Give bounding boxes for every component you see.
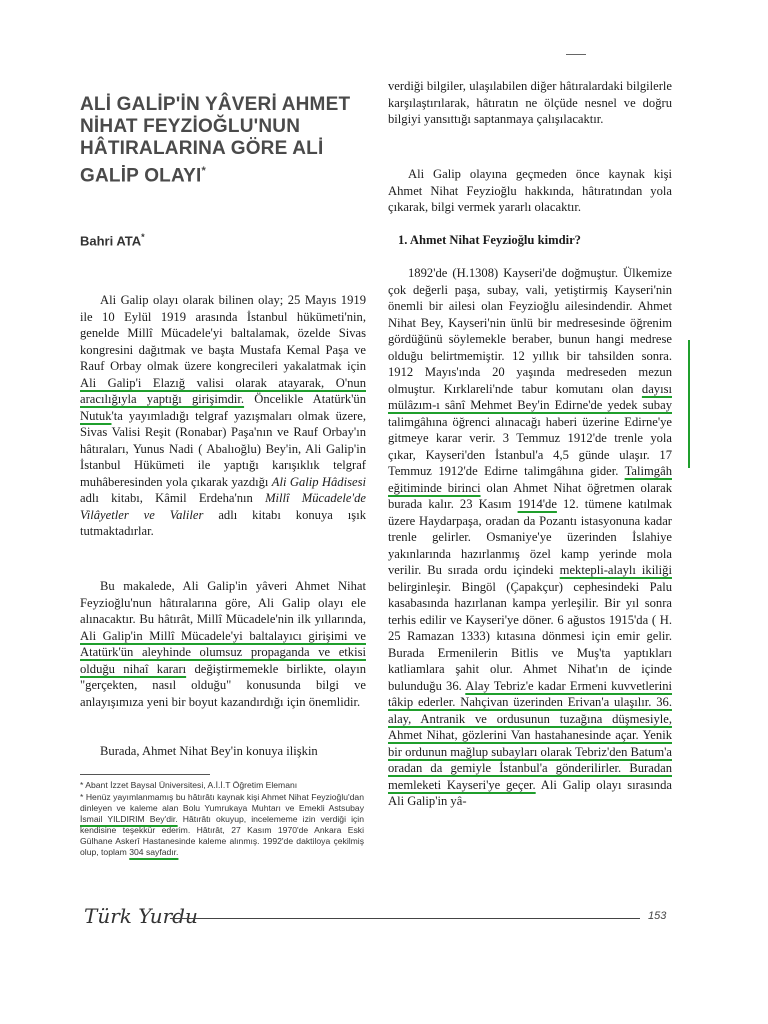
text-run: Ali Galip olayına geçmeden önce kaynak kişi Ahmet Nihat Feyzioğlu hakkında, hâtıratından yola çıkarak, bilgi vermek yararlı olacaktır. (388, 167, 672, 214)
left-paragraph-2 (80, 578, 366, 710)
text-run: Ali Galip olayı sırasında Ali Galip'in yâ- (388, 777, 672, 808)
text-run: Öncelikle Atatürk'ün (244, 392, 366, 406)
highlighted-text: dayısı mülâzım-ı sânî Mehmet Bey'in Edirne'de yedek subay (388, 381, 672, 412)
text-run: Hâtırâtı okuyup, incelememe izin verdiği için kendisine teşekkür ederim. Hâtırât, 27 Kasım 1970'de Ankara Eski Gülhane Askerî Hastanesinde kaleme alınmış. 1992'de daktiloya çekilmiş olup, toplam (80, 814, 364, 857)
highlighted-text: Ali Galip'i Elazığ valisi olarak atayarak, O'nun aracılığıyla yaptığı girişimdir. (80, 375, 366, 406)
book-title: Ali Galip Hâdisesi (271, 474, 366, 489)
footnote-1: * Abant İzzet Baysal Üniversitesi, A.İ.İ.T Öğretim Elemanı (80, 780, 298, 790)
highlighted-text: Alay Tebriz'e kadar Ermeni kuvvetlerini tâkip ederler. Nahçivan üzerinden Erivan'a ulaşılır. 36. alay, Antranik ve ordusunun tuzağına düşmesiyle, Ahmet Nihat, gözlerini Van hastahanesinde açar. Yenik bir ordunun mağlup subayları olarak Tebriz'den Batum'a oradan da gemiyle İstanbul'a gönderilirler. Buradan memleketi Kayseri'ye geçer. (388, 678, 673, 792)
article-title (80, 94, 370, 187)
right-paragraph-3 (388, 265, 672, 810)
text-run: belirginleşir. Bingöl (Çapakçur) cephesindeki Palu kasabasında hazırlanan kampa yerleşilir. Bir yıl sonra terhis edilir ve Kayseri'ye döner. 6 ağustos 1915'da ( H. 25 Ramazan 1333) kıtasına dönmesi için emir gelir. Burada Ermenilerin Bitlis ve Muş'ta yaptıkları katliamlara şahit olur. Ahmet Nihat'ın de içinde bulunduğu 36. (388, 579, 672, 693)
author-footnote-mark: * (141, 232, 145, 242)
text-run: talimgâhına öğrenci alınacağı haberi üzerine Edirne'ye gitmeye karar verir. 3 Temmuz 1912'de trenle yola çıkar, Kayseri'den İstanbul'a 4,5 günde ulaşır. 17 Temmuz 1912'de Edirne talimgâhına gider. (388, 414, 672, 478)
author-name (80, 232, 145, 248)
highlighted-text: Nutuk (80, 408, 112, 423)
margin-highlight-bar (688, 340, 690, 468)
text-run: 'ta yayımladığı telgraf yazışmaları olmak üzere, Sivas Valisi Reşit (Ronabar) Paşa'nın ve Rauf Orbay'ın hâtıraları, Yunus Nadi ( Abalıoğlu) Bey'in, Ali Galip'in İstanbul Hükümeti ile yaptığı karışıklık telgraf muhâberesinden yola çıkarak yazdığı (80, 408, 366, 489)
highlighted-text: Ali Galip'in Millî Mücadele'yi baltalayıcı girişimi ve Atatürk'ün aleyhinde olumsuz propaganda ve etkisi olduğu nihaî kararı (80, 628, 366, 676)
highlighted-text: mektepli-alaylı ikiliği (559, 563, 672, 577)
text-run: 12. tümene katılmak üzere Haydarpaşa, oradan da Pozantı istasyonuna kadar trenle gelirler. Osmaniye'ye üzerinden İslahiye yakınlarında hazırlanmış özel kamp yerinde mola verilir. Bu sırada ordu içindeki (388, 497, 672, 577)
footnote-2 (80, 792, 364, 858)
text-run: adlı kitabı konuya ışık tutmaktadırlar. (80, 507, 366, 538)
highlighted-text: Talimgâh eğitiminde birinci (388, 464, 672, 495)
decorative-dash (566, 54, 586, 55)
title-footnote-mark: * (201, 165, 206, 177)
page-number: 153 (648, 910, 667, 922)
left-paragraph-3 (80, 743, 366, 760)
section-heading: 1. Ahmet Nihat Feyzioğlu kimdir? (398, 233, 581, 247)
text-run: adlı kitabı, Kâmil Erdeha'nın (80, 491, 266, 505)
highlighted-text: İsmail YILDIRIM Bey'dir. (80, 814, 178, 824)
text-run: Bu makalede, Ali Galip'in yâveri Ahmet Nihat Feyzioğlu'nun hâtıralarına göre, Ali Galip olayı ele alınacaktır. Bu hâtırât, Millî Mücadele'nin ilk yıllarında, (80, 579, 366, 626)
book-title: Millî Mücadele'de Vilâyetler ve Valiler (80, 491, 366, 522)
journal-name: Türk Yurdu (84, 904, 198, 928)
title-text: ALİ GALİP'İN YÂVERİ AHMET NİHAT FEYZİOĞLU'NUN HÂTIRALARINA GÖRE ALİ GALİP OLAYI (80, 94, 351, 187)
text-run: Ali Galip olayı olarak bilinen olay; 25 Mayıs 1919 ile 10 Eylül 1919 arasında İstanbul hükümeti'nin, genelde Millî Mücadele'yi baltalamak, özelde Sivas kongresini dağıtmak ve başta Mustafa Kemal Paşa ve Rauf Orbay olmak üzere kongrecileri yakalatmak için (80, 293, 366, 373)
text-run: * Henüz yayımlanmamış bu hâtırâtı kaynak kişi Ahmet Nihat Feyzioğlu'dan dinleyen ve kaleme alan Bolu Yumrukaya Muhtarı ve Emekli Astsubay (80, 792, 364, 813)
left-paragraph-1 (80, 292, 366, 540)
right-paragraph-1 (388, 78, 672, 128)
text-run: Burada, Ahmet Nihat Bey'in konuya ilişkin (100, 744, 318, 758)
author-text: Bahri ATA (80, 233, 142, 249)
highlighted-text: 1914'de (517, 497, 557, 511)
text-run: 1892'de (H.1308) Kayseri'de doğmuştur. Ülkemize çok değerli paşa, subay, vali, yetiştirmiş Kayseri'nin önemli bir ailesi olan Feyzioğlu ailesindendir. Ahmet Nihat Bey, Kayseri'nin ünlü bir medresesinde öğrenim gördüğünü söylemekle beraber, bunun hangi medrese olduğu belirtmemiştir. 12 yıllık bir tahsilden sonra. 1912 Mayıs'ında 20 yaşında medreseden mezun olmuştur. Kırklareli'nde tabur komutanı olan (388, 266, 672, 396)
footer-divider (170, 918, 640, 919)
footnotes (80, 780, 364, 859)
text-run: değiştirmemekle birlikte, olayın "gerçekten, nasıl olduğu" konusunda bilgi ve anlayışımıza yeni bir boyut kazandırdığı için önemlidir. (80, 661, 366, 709)
right-paragraph-2 (388, 166, 672, 216)
text-run: olan Ahmet Nihat öğretmen olarak burada kalır. 23 Kasım (388, 480, 672, 511)
text-run: verdiği bilgiler, ulaşılabilen diğer hâtıralardaki bilgilerle karşılaştırılarak, hâtıratın ne ölçüde nesnel ve doğru bilgiyi yansıttığı saptanmaya çalışılacaktır. (388, 79, 672, 126)
footnote-divider (80, 774, 210, 775)
highlighted-text: 304 sayfadır. (129, 847, 179, 857)
